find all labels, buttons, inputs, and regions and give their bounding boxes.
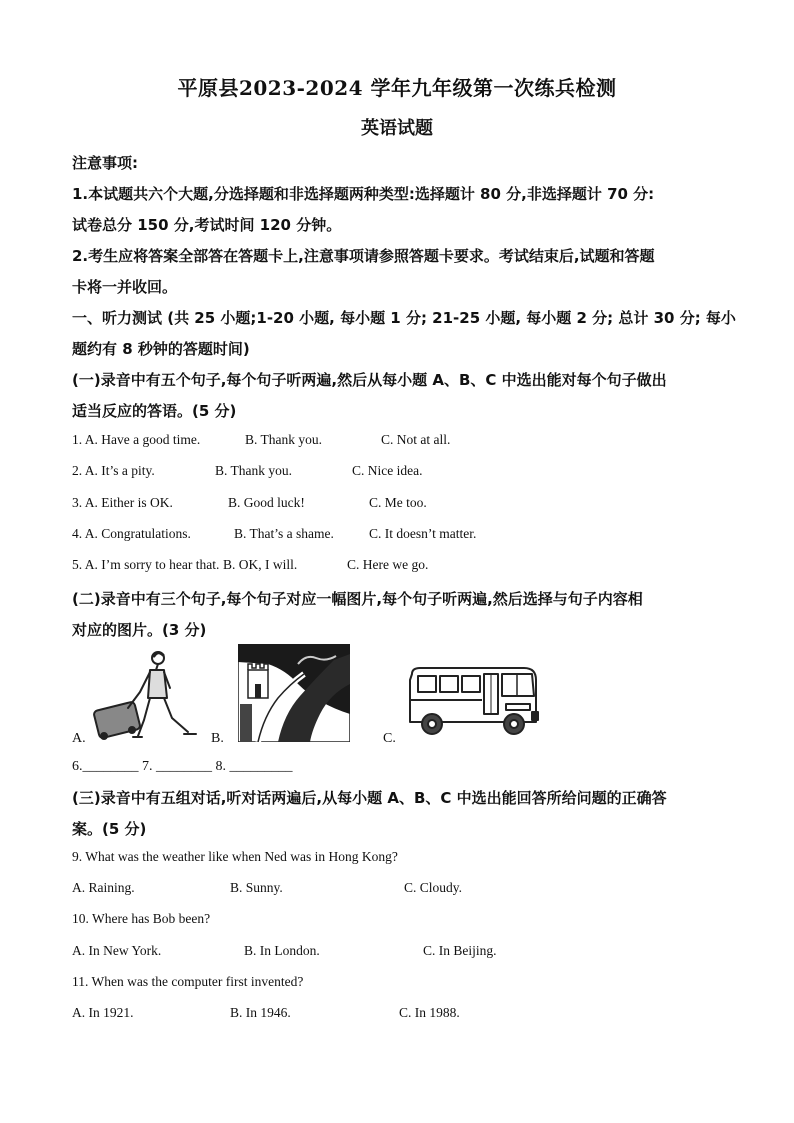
q10-option-a: A. In New York. xyxy=(72,943,162,958)
part-3-instruction-line-2: 案。(5 分) xyxy=(72,820,147,838)
q1-option-b: B. Thank you. xyxy=(245,432,322,447)
part-2-answer-blanks: 6.________ 7. ________ 8. _________ xyxy=(72,759,293,774)
q4-option-b: B. That’s a shame. xyxy=(234,526,334,541)
part-1-instruction-line-2: 适当反应的答语。(5 分) xyxy=(72,402,237,420)
q9-option-b: B. Sunny. xyxy=(230,880,283,895)
q10-question: 10. Where has Bob been? xyxy=(72,911,211,926)
q9-option-a: A. Raining. xyxy=(72,880,135,895)
q5-option-c: C. Here we go. xyxy=(347,557,429,572)
picture-a-label: A. xyxy=(72,731,86,746)
picture-c-label: C. xyxy=(383,731,396,746)
q4-option-c: C. It doesn’t matter. xyxy=(369,526,477,541)
q1-option-c: C. Not at all. xyxy=(381,432,451,447)
q3-option-c: C. Me too. xyxy=(369,495,427,510)
q9-question: 9. What was the weather like when Ned was in Hong Kong? xyxy=(72,849,398,864)
notice-heading: 注意事项: xyxy=(72,154,138,172)
q11-option-b: B. In 1946. xyxy=(230,1005,291,1020)
part-2-instruction-line-2: 对应的图片。(3 分) xyxy=(72,621,207,639)
picture-a-traveler-with-suitcase xyxy=(88,648,208,744)
q2-option-c: C. Nice idea. xyxy=(352,463,423,478)
q11-option-c: C. In 1988. xyxy=(399,1005,460,1020)
q10-option-b: B. In London. xyxy=(244,943,320,958)
q3-option-b: B. Good luck! xyxy=(228,495,305,510)
notice-item-2-line-1: 2.考生应将答案全部答在答题卡上,注意事项请参照答题卡要求。考试结束后,试题和答题 xyxy=(72,247,655,265)
notice-item-1-line-2: 试卷总分 150 分,考试时间 120 分钟。 xyxy=(72,216,342,234)
q1-option-a: 1. A. Have a good time. xyxy=(72,432,201,447)
q11-option-a: A. In 1921. xyxy=(72,1005,134,1020)
section-1-heading-line-1: 一、听力测试 (共 25 小题;1-20 小题, 每小题 1 分; 21-25 小题, 每小题 2 分; 总计 30 分; 每小 xyxy=(72,309,736,327)
q9-option-c: C. Cloudy. xyxy=(404,880,463,895)
part-2-instruction-line-1: (二)录音中有三个句子,每个句子对应一幅图片,每个句子听两遍,然后选择与句子内容相 xyxy=(72,590,643,608)
picture-b-label: B. xyxy=(211,731,224,746)
exam-subtitle: 英语试题 xyxy=(361,118,433,139)
exam-title: 平原县2023-2024 学年九年级第一次练兵检测 xyxy=(177,76,617,100)
picture-c-bus xyxy=(406,664,540,740)
q3-option-a: 3. A. Either is OK. xyxy=(72,495,173,510)
picture-b-great-wall xyxy=(238,644,350,742)
q5-option-a: 5. A. I’m sorry to hear that. xyxy=(72,557,220,572)
q2-option-b: B. Thank you. xyxy=(215,463,292,478)
section-1-heading-line-2: 题约有 8 秒钟的答题时间) xyxy=(72,340,250,358)
part-1-instruction-line-1: (一)录音中有五个句子,每个句子听两遍,然后从每小题 A、B、C 中选出能对每个句子做出 xyxy=(72,371,667,389)
q11-question: 11. When was the computer first invented? xyxy=(72,974,304,989)
q4-option-a: 4. A. Congratulations. xyxy=(72,526,191,541)
q5-option-b: B. OK, I will. xyxy=(223,557,298,572)
q2-option-a: 2. A. It’s a pity. xyxy=(72,463,155,478)
notice-item-2-line-2: 卡将一并收回。 xyxy=(72,278,178,296)
q10-option-c: C. In Beijing. xyxy=(423,943,497,958)
part-3-instruction-line-1: (三)录音中有五组对话,听对话两遍后,从每小题 A、B、C 中选出能回答所给问题的正确答 xyxy=(72,789,667,807)
notice-item-1-line-1: 1.本试题共六个大题,分选择题和非选择题两种类型:选择题计 80 分,非选择题计 70 分: xyxy=(72,185,655,203)
